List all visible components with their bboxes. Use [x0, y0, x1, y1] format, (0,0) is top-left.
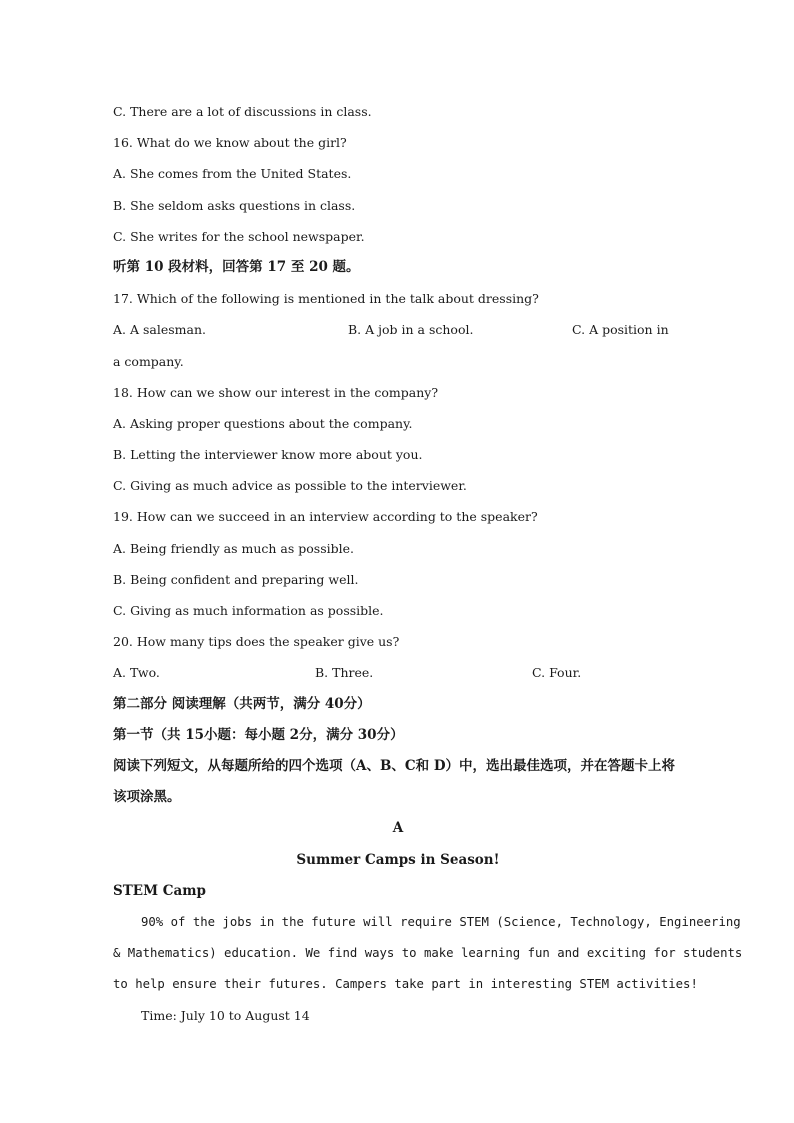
q18-option-b: B. Letting the interviewer know more about you. — [113, 447, 423, 463]
section-10-heading: 听第 10 段材料，回答第 17 至 20 题。 — [113, 258, 360, 275]
q20-question: 20. How many tips does the speaker give us? — [113, 634, 400, 650]
paragraph-line-1: 90% of the jobs in the future will require STEM (Science, Technology, Engineering — [141, 914, 741, 929]
q20-option-c: C. Four. — [532, 665, 582, 681]
q16-option-a: A. She comes from the United States. — [113, 166, 352, 182]
q16-option-c: C. She writes for the school newspaper. — [113, 228, 365, 244]
q19-option-c: C. Giving as much information as possible. — [113, 603, 384, 618]
q17-question: 17. Which of the following is mentioned in the talk about dressing? — [113, 291, 539, 307]
instruction-line-1: 阅读下列短文，从每题所给的四个选项（A、B、C和 D）中，选出最佳选项，并在答题卡上将 — [113, 757, 676, 774]
part-2-heading: 第二部分 阅读理解（共两节，满分 40分） — [113, 695, 371, 712]
q19-option-a: A. Being friendly as much as possible. — [113, 540, 354, 556]
paragraph-line-2: & Mathematics) education. We find ways to make learning fun and exciting for students — [113, 946, 743, 961]
passage-title: Summer Camps in Season! — [296, 851, 500, 868]
q20-option-b: B. Three. — [315, 665, 374, 681]
paragraph-line-3: to help ensure their futures. Campers take part in interesting STEM activities! — [113, 977, 698, 992]
q16-question: 16. What do we know about the girl? — [113, 135, 347, 151]
q15-option-c: C. There are a lot of discussions in class. — [113, 104, 372, 119]
q17-options — [113, 314, 683, 345]
q19-option-b: B. Being confident and preparing well. — [113, 571, 359, 587]
q17-option-c: C. A position in — [572, 322, 669, 338]
q20-options — [113, 657, 683, 688]
q17-option-a: A. A salesman. — [113, 322, 206, 338]
q18-option-a: A. Asking proper questions about the company. — [113, 415, 413, 431]
q18-question: 18. How can we show our interest in the company? — [113, 384, 439, 400]
instruction-line-2: 该项涂黑。 — [113, 789, 181, 806]
q20-option-a: A. Two. — [113, 665, 160, 681]
q17-option-c-continued: a company. — [113, 353, 184, 369]
q19-question: 19. How can we succeed in an interview according to the speaker? — [113, 509, 538, 525]
passage-letter: A — [392, 820, 404, 837]
camp-time: Time: July 10 to August 14 — [141, 1008, 310, 1024]
camp-name: STEM Camp — [113, 882, 206, 899]
exam-page — [113, 96, 743, 1032]
q17-option-b: B. A job in a school. — [348, 322, 474, 338]
q18-option-c: C. Giving as much advice as possible to the interviewer. — [113, 478, 467, 494]
section-1-heading: 第一节（共 15小题：每小题 2分，满分 30分） — [113, 726, 404, 743]
q16-option-b: B. She seldom asks questions in class. — [113, 197, 356, 213]
